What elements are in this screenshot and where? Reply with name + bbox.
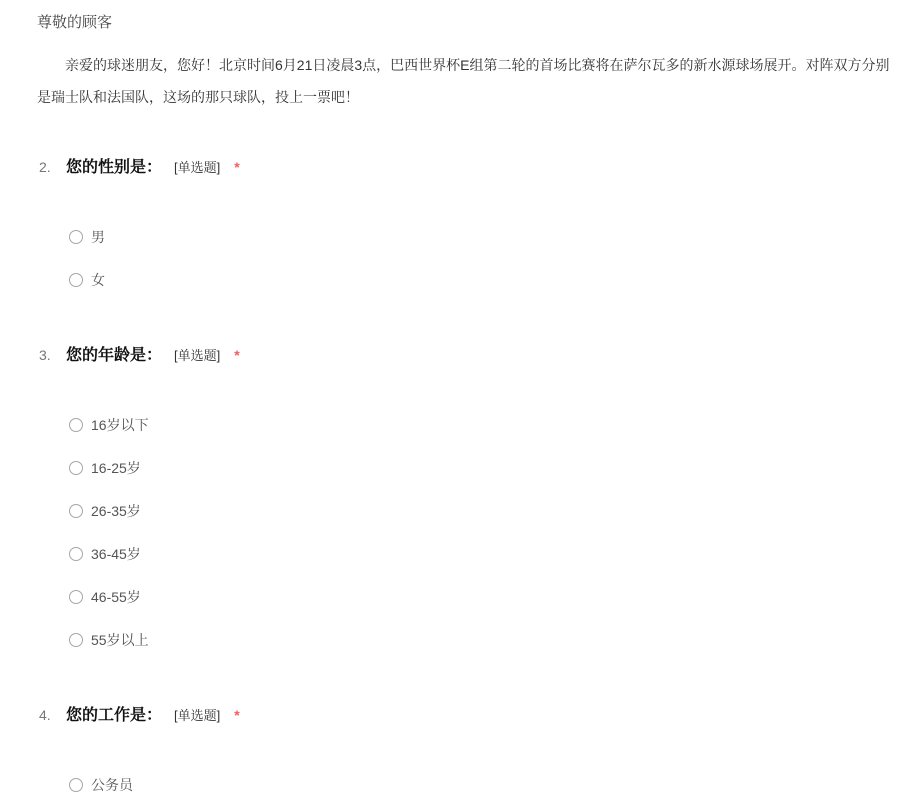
option-label[interactable]: 女	[91, 271, 105, 288]
intro-paragraph: 亲爱的球迷朋友，您好！北京时间6月21日凌晨3点，巴西世界杯E组第二轮的首场比赛将在萨尔瓦多的新水源球场展开。对阵双方分别是瑞士队和法国队，这场的那只球队，投上一票吧！	[37, 57, 890, 105]
radio-button-icon[interactable]	[69, 461, 83, 475]
question-gender	[37, 155, 900, 301]
radio-button-icon[interactable]	[69, 230, 83, 244]
option-label[interactable]: 16-25岁	[91, 459, 141, 476]
question-title: 您的年龄是：	[66, 347, 163, 364]
radio-button-icon[interactable]	[69, 273, 83, 287]
radio-button-icon[interactable]	[69, 547, 83, 561]
radio-button-icon[interactable]	[69, 633, 83, 647]
option-female[interactable]	[37, 258, 900, 301]
question-number: 2.	[39, 159, 51, 175]
page-title: 尊敬的顾客	[37, 14, 113, 31]
radio-button-icon[interactable]	[69, 418, 83, 432]
question-header	[37, 155, 900, 179]
radio-button-icon[interactable]	[69, 778, 83, 792]
question-number: 3.	[39, 347, 51, 363]
question-age	[37, 343, 900, 661]
option-label[interactable]: 公务员	[91, 776, 133, 793]
question-type-tag: [单选题]	[174, 160, 221, 175]
radio-button-icon[interactable]	[69, 504, 83, 518]
option-label[interactable]: 46-55岁	[91, 588, 141, 605]
radio-button-icon[interactable]	[69, 590, 83, 604]
option-age-16-25[interactable]	[37, 446, 900, 489]
option-civil-servant[interactable]	[37, 763, 900, 800]
option-list	[37, 403, 900, 661]
option-age-under16[interactable]	[37, 403, 900, 446]
option-age-26-35[interactable]	[37, 489, 900, 532]
option-list	[37, 763, 900, 800]
question-header	[37, 703, 900, 727]
option-list	[37, 215, 900, 301]
required-asterisk: *	[234, 347, 240, 363]
question-type-tag: [单选题]	[174, 348, 221, 363]
option-age-46-55[interactable]	[37, 575, 900, 618]
option-label[interactable]: 26-35岁	[91, 502, 141, 519]
option-label[interactable]: 16岁以下	[91, 416, 149, 433]
option-label[interactable]: 男	[91, 228, 105, 245]
option-age-over55[interactable]	[37, 618, 900, 661]
option-age-36-45[interactable]	[37, 532, 900, 575]
required-asterisk: *	[234, 707, 240, 723]
question-title: 您的性别是：	[66, 159, 163, 176]
option-label[interactable]: 55岁以上	[91, 631, 149, 648]
question-type-tag: [单选题]	[174, 708, 221, 723]
question-occupation	[37, 703, 900, 800]
option-male[interactable]	[37, 215, 900, 258]
option-label[interactable]: 36-45岁	[91, 545, 141, 562]
question-header	[37, 343, 900, 367]
question-number: 4.	[39, 707, 51, 723]
question-title: 您的工作是：	[66, 707, 163, 724]
required-asterisk: *	[234, 159, 240, 175]
